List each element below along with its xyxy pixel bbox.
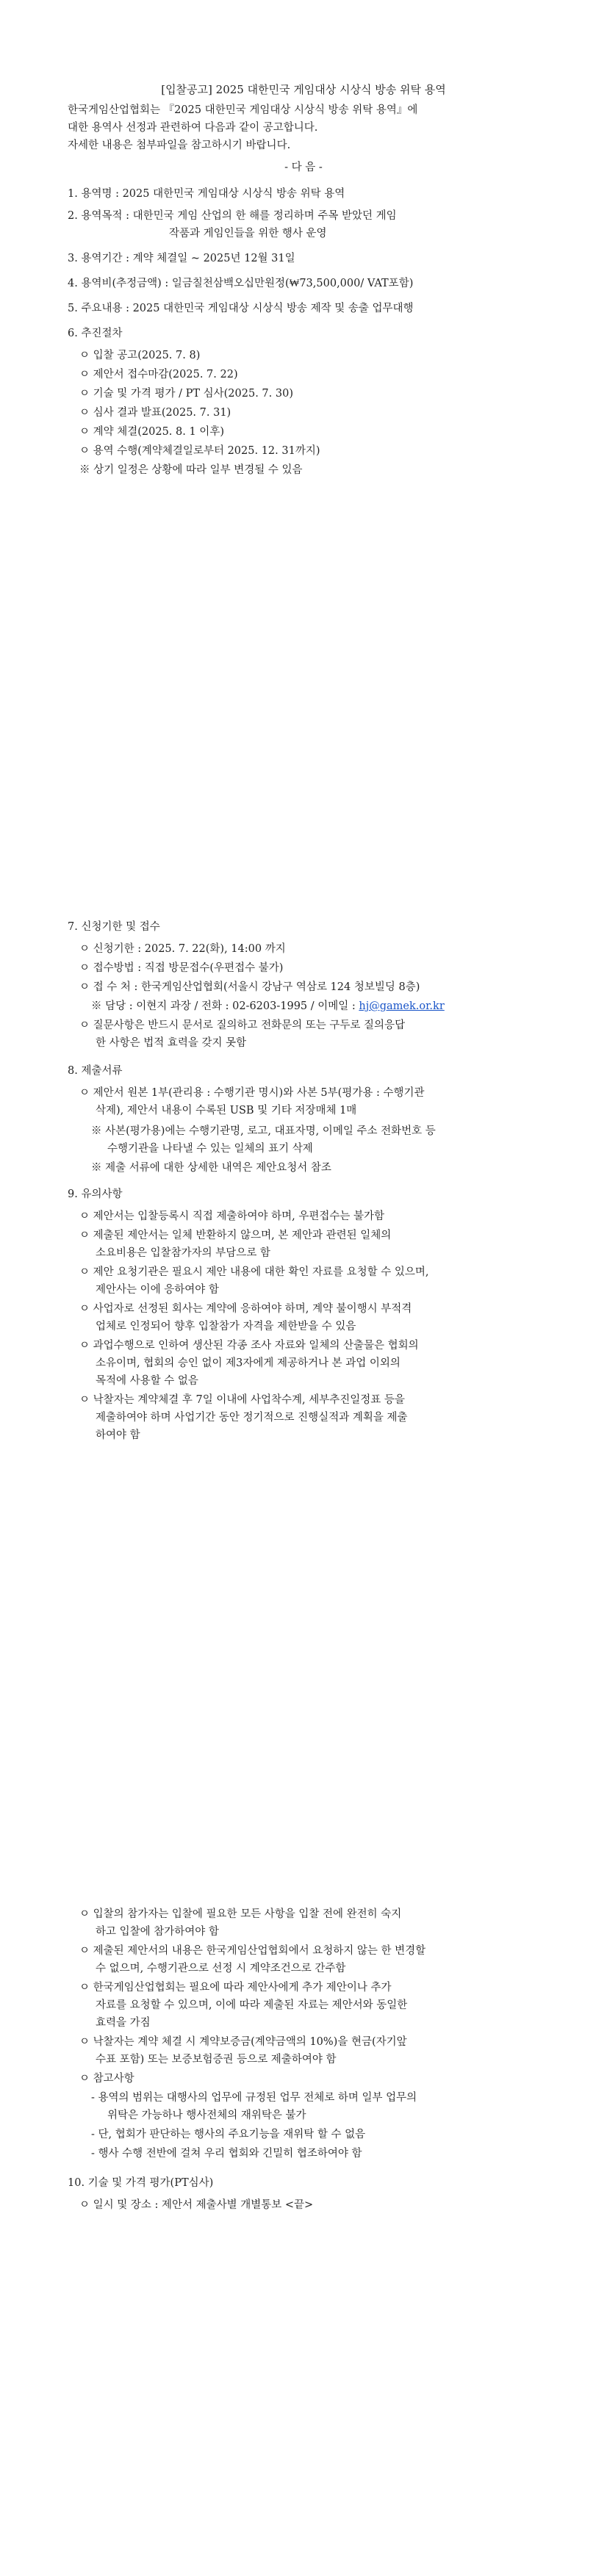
section-10-heading: 10. 기술 및 가격 평가(PT심사) <box>68 2177 214 2189</box>
reference-heading: ㅇ 참고사항 <box>79 2073 134 2085</box>
intro-line: 자세한 내용은 첨부파일을 참고하시기 바랍니다. <box>68 140 291 151</box>
caution-item: ㅇ 낙찰자는 계약체결 후 7일 이내에 사업착수계, 세부추진일정표 등을 <box>79 1394 405 1406</box>
document-item: ㅇ 제안서 원본 1부(관리용 : 수행기관 명시)와 사본 5부(평가용 : 수행기관 <box>79 1087 425 1099</box>
caution-item-cont: 하여야 함 <box>96 1429 140 1441</box>
contact-text: ※ 담당 : 이현지 과장 / 전화 : 02-6203-1995 / 이메일 : <box>91 1000 359 1012</box>
question-item: ㅇ 질문사항은 반드시 문서로 질의하고 전화문의 또는 구두로 질의응답 <box>79 1020 406 1031</box>
section-8-heading: 8. 제출서류 <box>68 1065 123 1077</box>
caution-item: ㅇ 사업자로 선정된 회사는 계약에 응하여야 하며, 계약 불이행시 부적격 <box>79 1303 412 1315</box>
reference-item-cont: 위탁은 가능하나 행사전체의 재위탁은 불가 <box>107 2110 306 2121</box>
contact-note <box>91 999 445 1014</box>
section-6-heading: 6. 추진절차 <box>68 328 123 339</box>
section-2-purpose: 2. 용역목적 : 대한민국 게임 산업의 한 해를 정리하며 주목 받았던 게임 <box>68 210 397 222</box>
section-4-cost: 4. 용역비(추정금액) : 일금칠천삼백오십만원정(₩73,500,000/ VAT포함) <box>68 278 414 289</box>
caution-item-cont: 자료를 요청할 수 있으며, 이에 따라 제출된 자료는 제안서와 동일한 <box>96 1999 408 2011</box>
reference-item: - 행사 수행 전반에 걸쳐 우리 협회와 긴밀히 협조하여야 함 <box>91 2148 362 2160</box>
question-item-cont: 한 사항은 법적 효력을 갖지 못함 <box>96 1037 247 1049</box>
caution-item: ㅇ 한국게임산업협회는 필요에 따라 제안사에게 추가 제안이나 추가 <box>79 1982 392 1994</box>
evaluation-item: ㅇ 일시 및 장소 : 제안서 제출사별 개별통보 <끝> <box>79 2199 314 2211</box>
schedule-item: ㅇ 입찰 공고(2025. 7. 8) <box>79 350 201 361</box>
section-7-heading: 7. 신청기한 및 접수 <box>68 921 160 933</box>
caution-item: ㅇ 과업수행으로 인하여 생산된 각종 조사 자료와 일체의 산출물은 협회의 <box>79 1340 419 1352</box>
caution-item: ㅇ 제안 요청기관은 필요시 제안 내용에 대한 확인 자료를 요청할 수 있으며, <box>79 1266 429 1278</box>
caution-item-cont: 제안사는 이에 응하여야 함 <box>96 1284 219 1296</box>
document-item-cont: 삭제), 제안서 내용이 수록된 USB 및 기타 저장매체 1매 <box>96 1105 357 1116</box>
caution-item-cont: 목적에 사용할 수 없음 <box>96 1375 198 1387</box>
reference-item: - 단, 협회가 판단하는 행사의 주요기능을 재위탁 할 수 없음 <box>91 2129 366 2140</box>
caution-item-cont: 하고 입찰에 참가하여야 함 <box>96 1926 219 1938</box>
schedule-item: ㅇ 계약 체결(2025. 8. 1 이후) <box>79 426 224 438</box>
document-title: [입찰공고] 2025 대한민국 게임대상 시상식 방송 위탁 용역 <box>161 83 446 96</box>
caution-item: ㅇ 제안서는 입찰등록시 직접 제출하여야 하며, 우편접수는 불가함 <box>79 1211 385 1222</box>
section-heading-da-eum: - 다 음 - <box>284 162 323 173</box>
caution-item-cont: 수 없으며, 수행기관으로 선정 시 계약조건으로 간주함 <box>96 1963 346 1974</box>
section-9-heading: 9. 유의사항 <box>68 1188 123 1200</box>
document-note: ※ 사본(평가용)에는 수행기관명, 로고, 대표자명, 이메일 주소 전화번호 등 <box>91 1125 436 1137</box>
section-2-purpose-cont: 작품과 게임인들을 위한 행사 운영 <box>169 228 327 239</box>
email-link[interactable]: hj@gamek.or.kr <box>359 1000 445 1012</box>
caution-item-cont: 소유이며, 협회의 승인 없이 제3자에게 제공하거나 본 과업 이외의 <box>96 1357 401 1369</box>
intro-line: 한국게임산업협회는 『2025 대한민국 게임대상 시상식 방송 위탁 용역』에 <box>68 104 418 116</box>
deadline-item: ㅇ 신청기한 : 2025. 7. 22(화), 14:00 까지 <box>79 943 286 955</box>
caution-item-cont: 효력을 가짐 <box>96 2017 151 2029</box>
caution-item-cont: 제출하여야 하며 사업기간 동안 정기적으로 진행실적과 계획을 제출 <box>96 1412 408 1424</box>
caution-item: ㅇ 제출된 제안서는 일체 반환하지 않으며, 본 제안과 관련된 일체의 <box>79 1230 392 1241</box>
caution-item-cont: 소요비용은 입찰참가자의 부담으로 함 <box>96 1247 270 1259</box>
section-1-service-name: 1. 용역명 : 2025 대한민국 게임대상 시상식 방송 위탁 용역 <box>68 188 345 200</box>
caution-item: ㅇ 제출된 제안서의 내용은 한국게임산업협회에서 요청하지 않는 한 변경할 <box>79 1945 426 1957</box>
schedule-item: ㅇ 심사 결과 발표(2025. 7. 31) <box>79 407 231 419</box>
caution-item-cont: 수표 포함) 또는 보증보험증권 등으로 제출하여야 함 <box>96 2054 337 2066</box>
reference-item: - 용역의 범위는 대행사의 업무에 규정된 업무 전체로 하며 일부 업무의 <box>91 2092 417 2104</box>
intro-line: 대한 용역사 선정과 관련하여 다음과 같이 공고합니다. <box>68 122 318 134</box>
caution-item: ㅇ 낙찰자는 계약 체결 시 계약보증금(계약금액의 10%)을 현금(자기앞 <box>79 2036 407 2048</box>
caution-item: ㅇ 입찰의 참가자는 입찰에 필요한 모든 사항을 입찰 전에 완전히 숙지 <box>79 1908 402 1920</box>
method-item: ㅇ 접수방법 : 직접 방문접수(우편접수 불가) <box>79 962 284 974</box>
section-3-period: 3. 용역기간 : 계약 체결일 ~ 2025년 12월 31일 <box>68 253 295 264</box>
place-item: ㅇ 접 수 처 : 한국게임산업협회(서울시 강남구 역삼로 124 청보빌딩 8층) <box>79 981 420 993</box>
schedule-note: ※ 상기 일정은 상황에 따라 일부 변경될 수 있음 <box>79 464 303 476</box>
schedule-item: ㅇ 기술 및 가격 평가 / PT 심사(2025. 7. 30) <box>79 388 293 400</box>
caution-item-cont: 업체로 인정되어 향후 입찰참가 자격을 제한받을 수 있음 <box>96 1321 356 1332</box>
schedule-item: ㅇ 제안서 접수마감(2025. 7. 22) <box>79 369 238 380</box>
section-5-content: 5. 주요내용 : 2025 대한민국 게임대상 시상식 방송 제작 및 송출 업무대행 <box>68 303 414 314</box>
document-note-cont: 수행기관을 나타낼 수 있는 일체의 표기 삭제 <box>107 1143 313 1155</box>
schedule-item: ㅇ 용역 수행(계약체결일로부터 2025. 12. 31까지) <box>79 445 320 457</box>
document-note: ※ 제출 서류에 대한 상세한 내역은 제안요청서 참조 <box>91 1162 331 1174</box>
